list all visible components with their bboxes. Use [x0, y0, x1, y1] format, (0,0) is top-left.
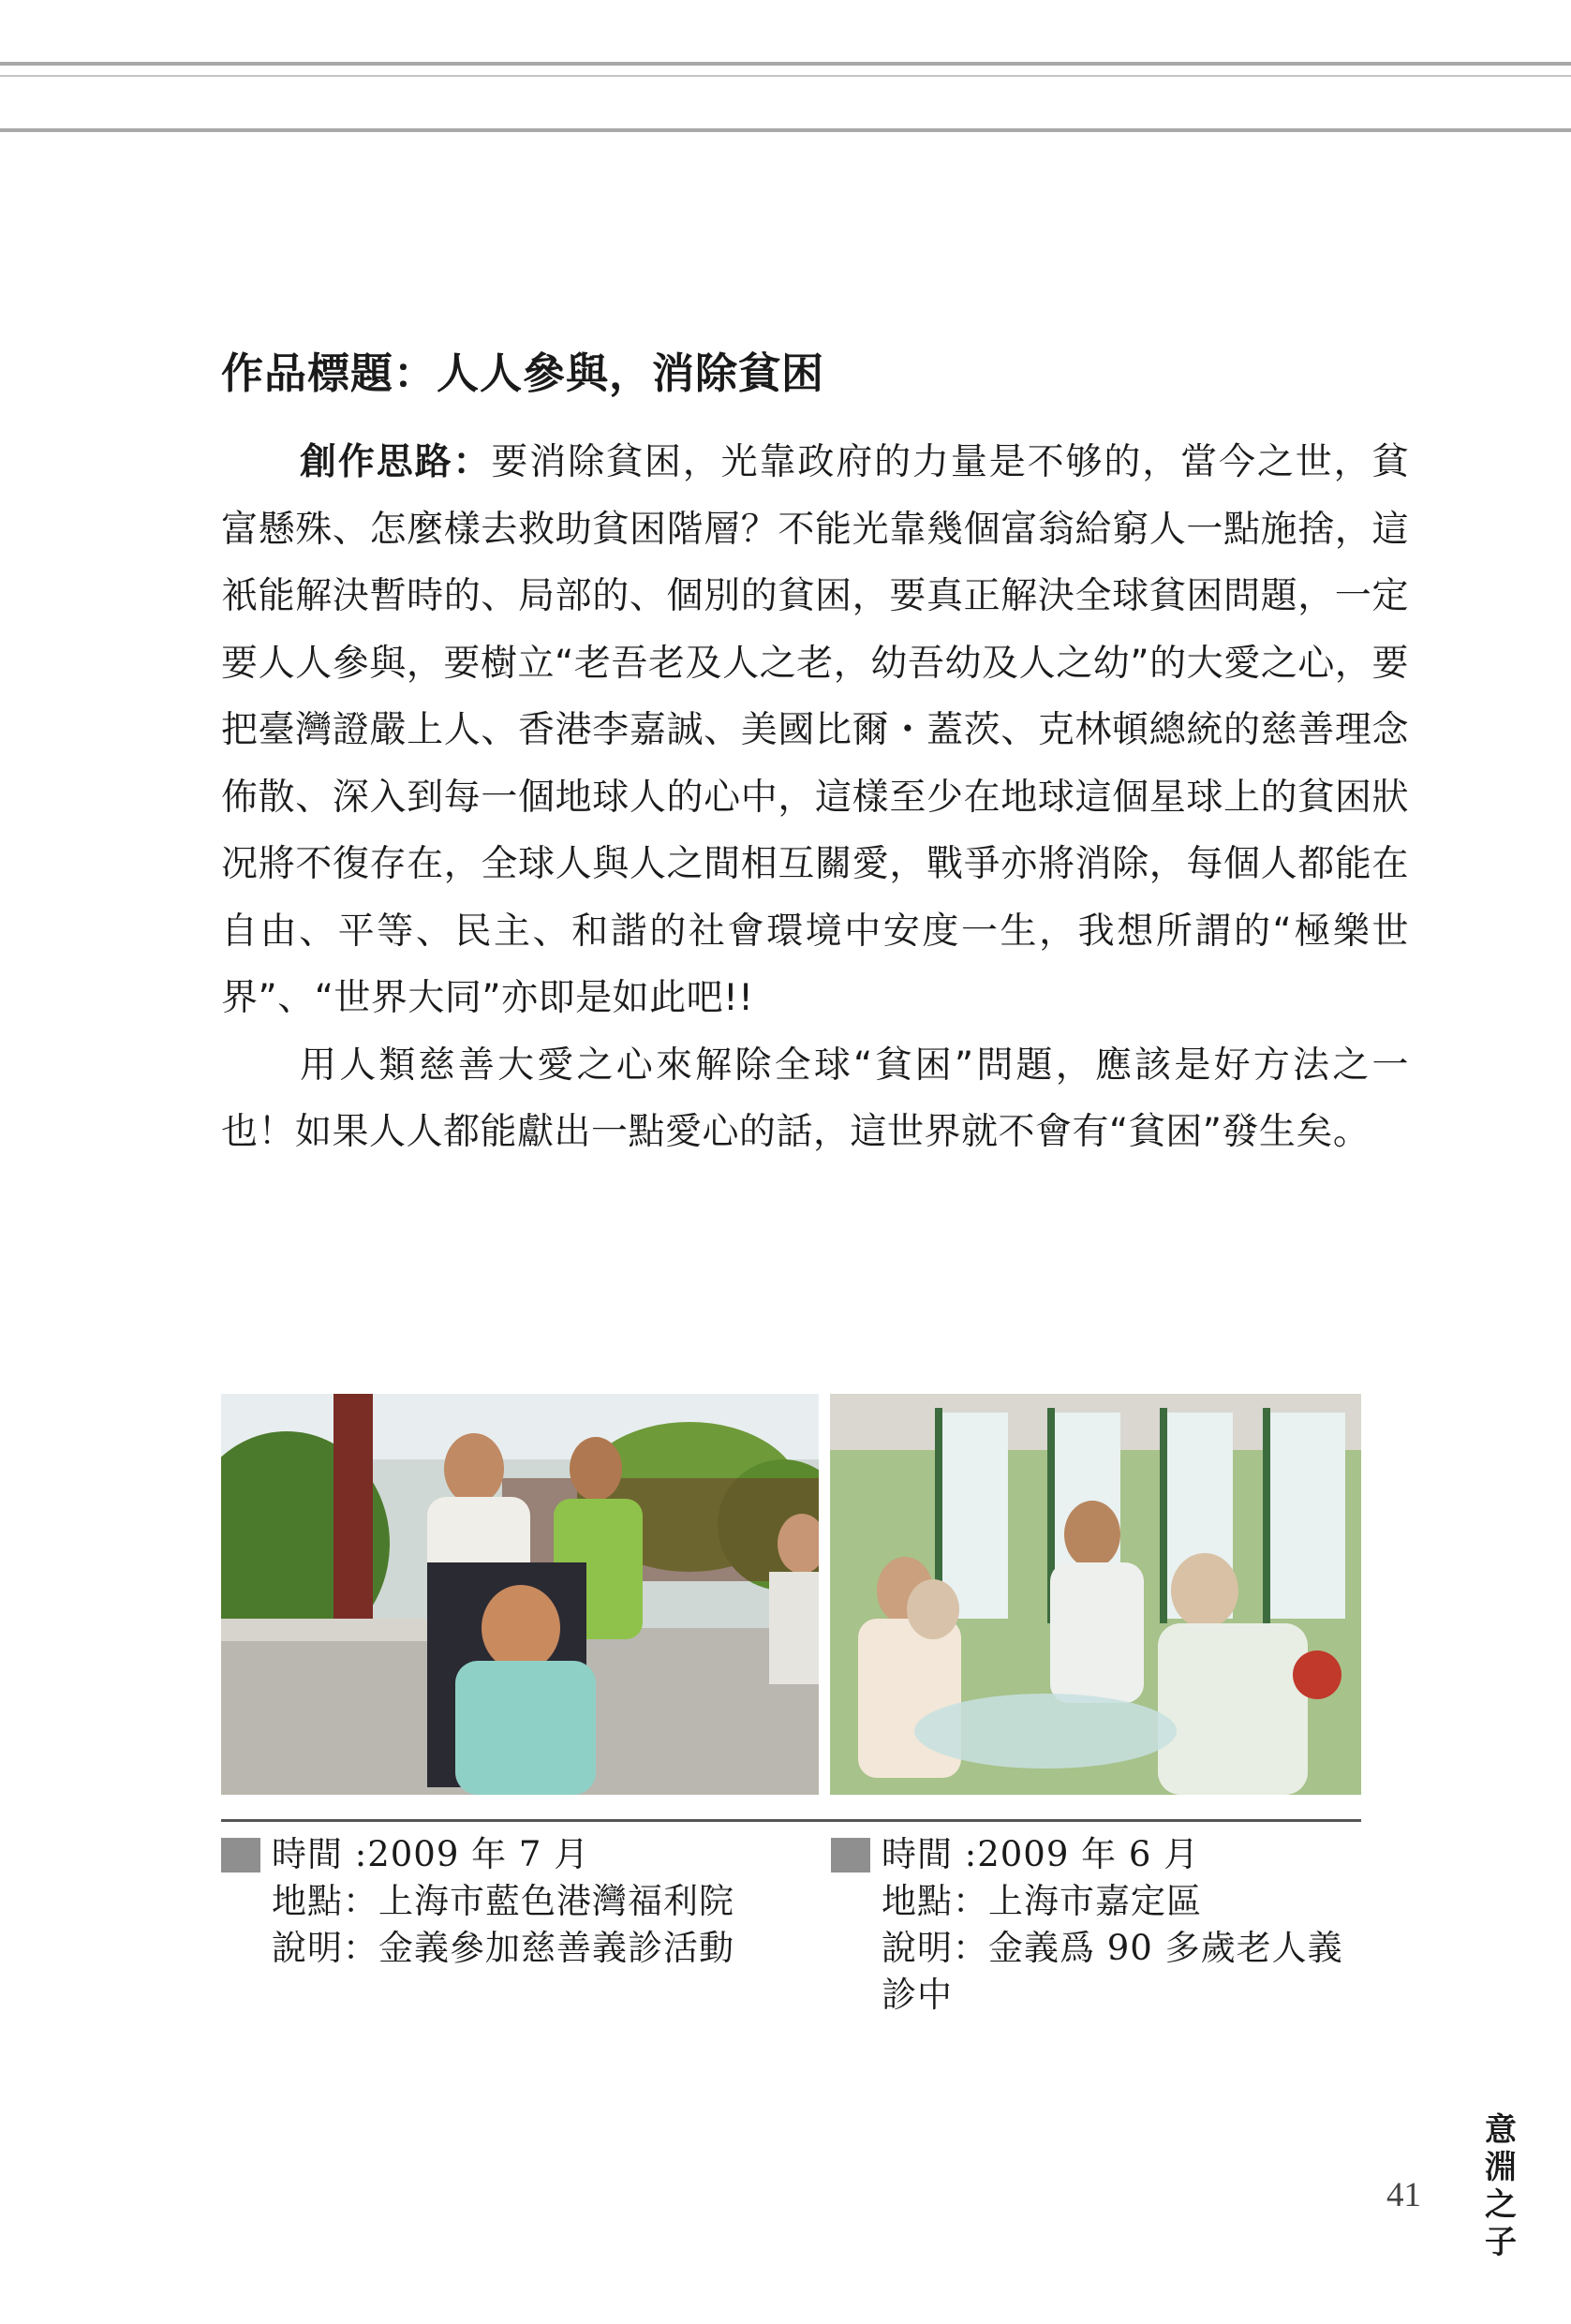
- caption-place: 地點：上海市嘉定區: [882, 1881, 1202, 1921]
- caption-time-row: [221, 1831, 802, 1878]
- lead-label: 創作思路：: [300, 441, 492, 483]
- page-number: 41: [1386, 2176, 1421, 2214]
- caption-time-row: [831, 1831, 1370, 1878]
- page-title: 作品標題：人人參與，消除貧困: [221, 348, 825, 398]
- caption-marker-icon: [831, 1838, 870, 1873]
- caption-place: 地點：上海市藍色港灣福利院: [272, 1881, 734, 1921]
- caption-desc: 說明：金義參加慈善義診活動: [272, 1928, 734, 1968]
- caption-divider: [221, 1819, 1361, 1822]
- paragraph-2: 用人類慈善大愛之心來解除全球“貧困”問題，應該是好方法之一也！如果人人都能獻出一點愛心的話，這世界就不會有“貧困”發生矣。: [221, 1044, 1409, 1153]
- paragraph-1: [221, 429, 1409, 1032]
- paragraph-1-text: 要消除貧困，光靠政府的力量是不够的，當今之世，貧富懸殊、怎麼樣去救助貧困階層？不能光靠幾個富翁給窮人一點施捨，這衹能解決暫時的、局部的、個別的貧困，要真正解決全球貧困問題，一定要人人參與，要樹立“老吾老及人之老，幼吾幼及人之幼”的大愛之心，要把臺灣證嚴上人、香港李嘉誠、美國比爾・蓋茨、克林頓總統的慈善理念佈散、深入到每一個地球人的心中，這樣至少在地球這個星球上的貧困狀况將不復存在，全球人與人之間相互關愛，戰爭亦將消除，每個人都能在自由、平等、民主、和諧的社會環境中安度一生，我想所謂的“極樂世界”、“世界大同”亦即是如此吧!!: [221, 441, 1409, 1019]
- caption-photo-2: [831, 1831, 1370, 2019]
- running-title: 意淵之子: [1485, 2111, 1517, 2261]
- header-rule-bottom: [0, 128, 1571, 132]
- caption-marker-icon: [221, 1838, 260, 1873]
- caption-time: 時間 :2009 年 6 月: [882, 1834, 1200, 1874]
- caption-photo-1: [221, 1831, 802, 1972]
- body-text: [221, 429, 1409, 1166]
- caption-desc: 說明：金義爲 90 多歲老人義診中: [882, 1928, 1343, 2015]
- header-rule-middle: [0, 75, 1571, 77]
- photo-welfare-home: [221, 1394, 819, 1795]
- photo-elderly-consultation: [830, 1394, 1361, 1795]
- header-rule-top: [0, 62, 1571, 66]
- caption-time: 時間 :2009 年 7 月: [272, 1834, 590, 1874]
